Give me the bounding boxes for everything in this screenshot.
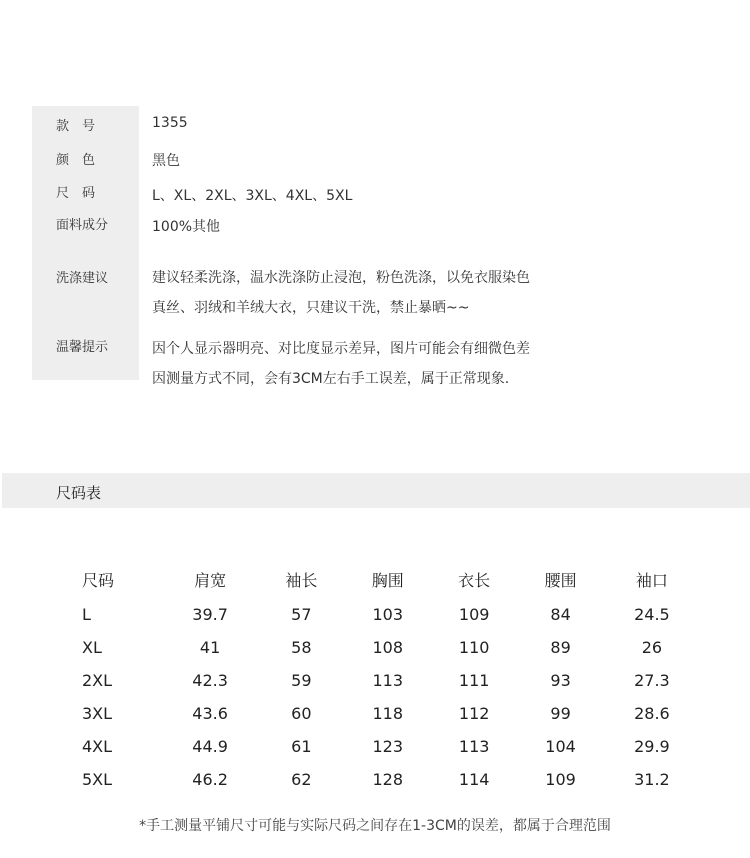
size-chart-table (60, 560, 700, 796)
table-row (60, 697, 700, 730)
header-sleeve: 袖长 (285, 570, 318, 590)
wash-line-2: 真丝、羽绒和羊绒大衣，只建议干洗，禁止暴晒~~ (152, 300, 470, 316)
wash-label: 洗涤建议 (56, 271, 109, 286)
tips-line-2: 因测量方式不同，会有3CM左右手工误差，属于正常现象. (152, 371, 510, 387)
table-cell: 2XL (82, 671, 113, 690)
tips-label: 温馨提示 (56, 340, 109, 355)
table-cell: 104 (545, 737, 576, 756)
table-cell: 42.3 (192, 671, 228, 690)
fabric-label: 面料成分 (56, 218, 109, 233)
table-cell: XL (82, 638, 102, 657)
table-cell: 123 (372, 737, 404, 756)
size-chart-header-bar (2, 473, 750, 508)
wash-line-1: 建议轻柔洗涤，温水洗涤防止浸泡，粉色洗涤，以免衣服染色 (152, 270, 530, 286)
table-cell: 112 (458, 704, 490, 723)
table-cell: 61 (291, 737, 312, 756)
table-cell: 109 (545, 770, 576, 789)
size-label: 尺 码 (56, 186, 96, 201)
table-cell: 60 (291, 704, 312, 723)
table-row (60, 631, 700, 664)
header-length: 衣长 (458, 570, 491, 590)
color-label: 颜 色 (56, 153, 96, 168)
table-cell: 28.6 (634, 704, 670, 723)
table-cell: 113 (372, 671, 404, 690)
table-cell: 26 (641, 638, 663, 657)
table-cell: 114 (458, 770, 490, 789)
table-cell: 5XL (82, 770, 113, 789)
table-cell: 103 (372, 605, 404, 624)
tips-line-1: 因个人显示器明亮、对比度显示差异，图片可能会有细微色差 (152, 341, 530, 357)
table-cell: 4XL (82, 737, 113, 756)
table-cell: 24.5 (634, 605, 670, 624)
table-cell: 39.7 (192, 605, 228, 624)
table-cell: L (82, 605, 91, 624)
table-cell: 58 (291, 638, 312, 657)
header-size: 尺码 (82, 570, 115, 590)
table-cell: 57 (291, 605, 312, 624)
table-cell: 84 (550, 605, 571, 624)
size-chart-footnote: *手工测量平铺尺寸可能与实际尺码之间存在1-3CM的误差，都属于合理范围 (139, 818, 611, 834)
header-waist: 腰围 (544, 570, 577, 590)
size-value: L、XL、2XL、3XL、4XL、5XL (152, 188, 353, 204)
table-cell: 99 (550, 704, 571, 723)
table-cell: 59 (291, 671, 312, 690)
style-no-label: 款 号 (56, 119, 96, 134)
table-row (60, 763, 700, 796)
table-cell: 89 (550, 638, 571, 657)
table-cell: 108 (372, 638, 404, 657)
table-cell: 118 (372, 704, 404, 723)
header-cuff: 袖口 (635, 570, 668, 590)
table-cell: 43.6 (192, 704, 228, 723)
table-cell: 46.2 (192, 770, 228, 789)
table-cell: 128 (372, 770, 404, 789)
fabric-value: 100%其他 (152, 219, 221, 235)
header-chest: 胸围 (371, 570, 404, 590)
table-cell: 31.2 (634, 770, 670, 789)
style-no-value: 1355 (152, 115, 188, 131)
table-row (60, 730, 700, 763)
table-cell: 3XL (82, 704, 113, 723)
table-cell: 110 (458, 638, 490, 657)
table-cell: 62 (291, 770, 312, 789)
table-cell: 109 (458, 605, 490, 624)
table-row (60, 664, 700, 697)
table-cell: 44.9 (192, 737, 228, 756)
color-value: 黑色 (152, 153, 180, 169)
table-cell: 113 (458, 737, 490, 756)
table-cell: 29.9 (634, 737, 670, 756)
header-shoulder: 肩宽 (194, 570, 227, 590)
size-chart-title: 尺码表 (56, 484, 102, 502)
table-cell: 41 (199, 638, 221, 657)
table-cell: 111 (458, 671, 490, 690)
table-cell: 27.3 (634, 671, 670, 690)
table-cell: 93 (550, 671, 571, 690)
table-row (60, 598, 700, 631)
size-chart-header-row (60, 560, 700, 598)
